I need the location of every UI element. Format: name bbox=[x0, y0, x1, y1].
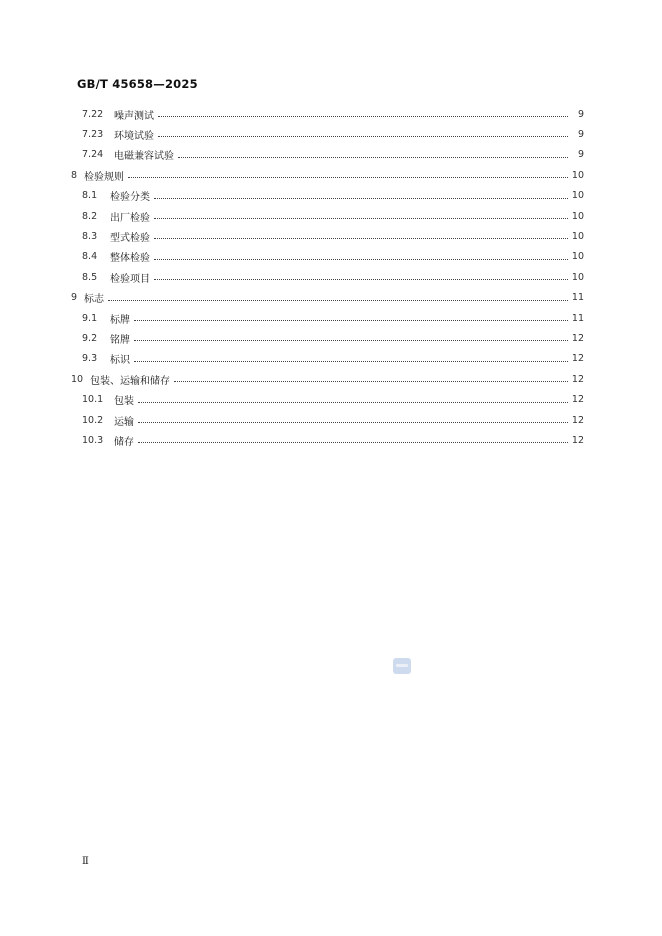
publisher-logo-icon bbox=[393, 658, 411, 674]
toc-leader-dots bbox=[174, 380, 568, 382]
toc-leader-dots bbox=[138, 441, 568, 443]
toc-entry-number: 9.1 bbox=[82, 312, 98, 324]
toc-entry-page: 10 bbox=[571, 190, 584, 202]
toc-entry-page: 12 bbox=[571, 414, 584, 426]
toc-leader-dots bbox=[154, 217, 568, 219]
toc-entry-title: 标志 bbox=[84, 294, 104, 306]
toc-entry-page: 9 bbox=[577, 149, 584, 161]
toc-leader-dots bbox=[154, 258, 568, 260]
toc-entry-number: 10.3 bbox=[82, 434, 104, 446]
toc-leader-dots bbox=[154, 197, 568, 199]
toc-entry[interactable] bbox=[82, 308, 584, 328]
toc-entry-page: 10 bbox=[571, 230, 584, 242]
toc-entry-number: 8 bbox=[71, 169, 78, 181]
toc-entry-page: 9 bbox=[577, 108, 584, 120]
toc-entry-title: 检验项目 bbox=[110, 273, 150, 285]
toc-entry-page: 9 bbox=[577, 128, 584, 140]
toc-entry-number: 10 bbox=[71, 373, 84, 385]
toc-entry[interactable] bbox=[82, 328, 584, 348]
toc-entry[interactable] bbox=[71, 288, 584, 308]
toc-entry-title: 检验规则 bbox=[84, 171, 124, 183]
toc-entry[interactable] bbox=[82, 349, 584, 369]
toc-entry-title: 噪声测试 bbox=[114, 110, 154, 122]
toc-entry[interactable] bbox=[82, 226, 584, 246]
toc-entry-title: 出厂检验 bbox=[110, 212, 150, 224]
toc-entry-page: 10 bbox=[571, 210, 584, 222]
toc-entry-number: 7.22 bbox=[82, 108, 104, 120]
toc-entry[interactable] bbox=[82, 124, 584, 144]
toc-entry-title: 运输 bbox=[114, 416, 134, 428]
toc-entry-number: 10.2 bbox=[82, 414, 104, 426]
toc-entry-number: 8.1 bbox=[82, 190, 98, 202]
toc-entry-page: 10 bbox=[571, 271, 584, 283]
toc-leader-dots bbox=[138, 421, 568, 423]
toc-entry-number: 8.3 bbox=[82, 230, 98, 242]
toc-entry-title: 环境试验 bbox=[114, 130, 154, 142]
toc-entry-title: 铭牌 bbox=[110, 334, 130, 346]
toc-entry[interactable] bbox=[82, 104, 584, 124]
toc-entry-page: 12 bbox=[571, 373, 584, 385]
toc-entry-number: 10.1 bbox=[82, 394, 104, 406]
toc-entry-page: 11 bbox=[571, 292, 584, 304]
toc-entry[interactable] bbox=[82, 430, 584, 450]
toc-entry[interactable] bbox=[82, 145, 584, 165]
toc-entry-page: 12 bbox=[571, 353, 584, 365]
toc-leader-dots bbox=[108, 299, 568, 301]
toc-entry-title: 检验分类 bbox=[110, 192, 150, 204]
toc-entry-title: 标牌 bbox=[110, 314, 130, 326]
toc-entry-title: 标识 bbox=[110, 355, 130, 367]
toc-entry[interactable] bbox=[71, 369, 584, 389]
toc-entry-page: 12 bbox=[571, 332, 584, 344]
toc-entry[interactable] bbox=[82, 410, 584, 430]
toc-entry-page: 12 bbox=[571, 434, 584, 446]
toc-entry-number: 8.2 bbox=[82, 210, 98, 222]
toc-entry-page: 11 bbox=[571, 312, 584, 324]
toc-entry-number: 9.3 bbox=[82, 353, 98, 365]
toc-entry-number: 7.23 bbox=[82, 128, 104, 140]
toc-entry-title: 储存 bbox=[114, 436, 134, 448]
standard-number: GB/T 45658—2025 bbox=[77, 77, 198, 91]
toc-entry-number: 9.2 bbox=[82, 332, 98, 344]
toc-leader-dots bbox=[158, 115, 568, 117]
toc-entry-title: 包装、运输和储存 bbox=[90, 375, 170, 387]
toc-leader-dots bbox=[138, 401, 568, 403]
toc-leader-dots bbox=[154, 278, 568, 280]
toc-leader-dots bbox=[178, 156, 568, 158]
toc-entry-number: 7.24 bbox=[82, 149, 104, 161]
toc-entry-page: 10 bbox=[571, 169, 584, 181]
toc-leader-dots bbox=[134, 339, 568, 341]
toc-entry[interactable] bbox=[82, 267, 584, 287]
toc-entry-title: 整体检验 bbox=[110, 253, 150, 265]
toc-leader-dots bbox=[154, 237, 568, 239]
toc-entry[interactable] bbox=[82, 390, 584, 410]
toc-entry-page: 10 bbox=[571, 251, 584, 263]
toc-entry-number: 8.5 bbox=[82, 271, 98, 283]
toc-entry-title: 电磁兼容试验 bbox=[114, 151, 174, 163]
toc-entry[interactable] bbox=[71, 165, 584, 185]
toc-entry-title: 型式检验 bbox=[110, 232, 150, 244]
toc-entry-number: 9 bbox=[71, 292, 78, 304]
page-number: Ⅱ bbox=[82, 856, 89, 867]
toc-entry-page: 12 bbox=[571, 394, 584, 406]
toc-entry-number: 8.4 bbox=[82, 251, 98, 263]
toc-leader-dots bbox=[158, 135, 568, 137]
toc-leader-dots bbox=[134, 360, 568, 362]
toc-entry-title: 包装 bbox=[114, 396, 134, 408]
toc-entry[interactable] bbox=[82, 186, 584, 206]
toc-entry[interactable] bbox=[82, 247, 584, 267]
toc-entry[interactable] bbox=[82, 206, 584, 226]
toc-leader-dots bbox=[128, 176, 568, 178]
toc-leader-dots bbox=[134, 319, 568, 321]
